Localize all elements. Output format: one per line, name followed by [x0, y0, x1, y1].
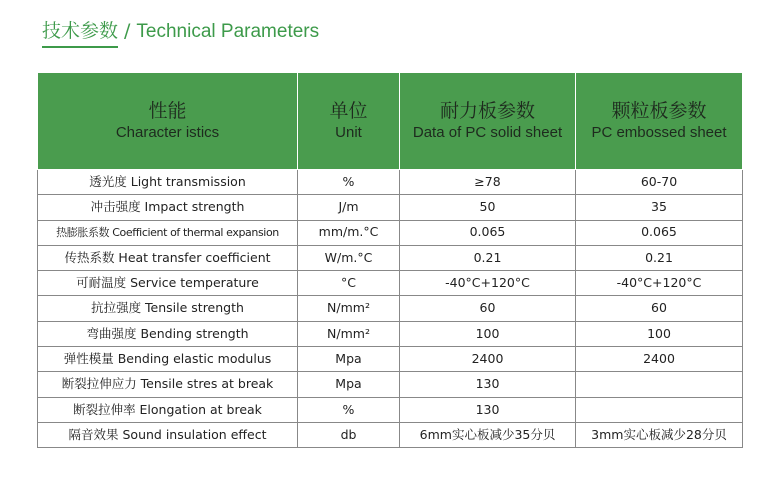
cell-property: 抗拉强度 Tensile strength	[38, 296, 298, 321]
cell-solid: -40°C+120°C	[400, 271, 576, 296]
cell-embossed: 100	[576, 321, 743, 346]
header-en: PC embossed sheet	[591, 123, 727, 141]
header-embossed-sheet	[576, 73, 743, 170]
table-row	[38, 245, 743, 270]
table-row	[38, 347, 743, 372]
cell-embossed	[576, 397, 743, 422]
header-en: Data of PC solid sheet	[412, 123, 563, 141]
cell-property: 透光度 Light transmission	[38, 170, 298, 195]
cell-embossed: 60-70	[576, 170, 743, 195]
table-row	[38, 296, 743, 321]
cell-unit: N/mm²	[298, 321, 400, 346]
cell-unit: N/mm²	[298, 296, 400, 321]
cell-solid: 2400	[400, 347, 576, 372]
cell-property: 冲击强度 Impact strength	[38, 195, 298, 220]
cell-solid: 0.065	[400, 220, 576, 245]
cell-unit: W/m.°C	[298, 245, 400, 270]
table-row	[38, 321, 743, 346]
heading-separator: /	[124, 20, 131, 42]
cell-property: 断裂拉伸应力 Tensile stres at break	[38, 372, 298, 397]
cell-solid: 60	[400, 296, 576, 321]
header-en: Character istics	[115, 123, 220, 141]
cell-unit: db	[298, 422, 400, 447]
header-cn: 颗粒板参数	[611, 99, 707, 122]
table-row	[38, 397, 743, 422]
cell-embossed: -40°C+120°C	[576, 271, 743, 296]
cell-solid: 130	[400, 372, 576, 397]
header-row	[38, 73, 743, 170]
cell-property: 弹性模量 Bending elastic modulus	[38, 347, 298, 372]
cell-embossed: 2400	[576, 347, 743, 372]
cell-solid: 130	[400, 397, 576, 422]
cell-unit: %	[298, 397, 400, 422]
cell-solid: 50	[400, 195, 576, 220]
heading-english: Technical Parameters	[136, 21, 320, 42]
cell-embossed: 0.21	[576, 245, 743, 270]
cell-embossed: 60	[576, 296, 743, 321]
heading-chinese: 技术参数	[42, 16, 118, 48]
cell-embossed	[576, 372, 743, 397]
header-cn: 单位	[329, 99, 368, 122]
technical-parameters-table	[37, 72, 743, 448]
table-row	[38, 372, 743, 397]
cell-property: 弯曲强度 Bending strength	[38, 321, 298, 346]
header-characteristics	[38, 73, 298, 170]
cell-embossed: 35	[576, 195, 743, 220]
cell-unit: mm/m.°C	[298, 220, 400, 245]
cell-embossed: 3mm实心板减少28分贝	[576, 422, 743, 447]
header-en: Unit	[335, 123, 362, 141]
header-unit	[298, 73, 400, 170]
cell-embossed: 0.065	[576, 220, 743, 245]
table-row	[38, 220, 743, 245]
cell-property: 可耐温度 Service temperature	[38, 271, 298, 296]
cell-unit: Mpa	[298, 372, 400, 397]
cell-unit: Mpa	[298, 347, 400, 372]
header-cn: 性能	[148, 99, 187, 122]
header-solid-sheet	[400, 73, 576, 170]
table-row	[38, 170, 743, 195]
header-cn: 耐力板参数	[439, 99, 535, 122]
cell-property: 隔音效果 Sound insulation effect	[38, 422, 298, 447]
table-row	[38, 195, 743, 220]
cell-property: 传热系数 Heat transfer coefficient	[38, 245, 298, 270]
cell-unit: °C	[298, 271, 400, 296]
section-heading	[42, 16, 319, 48]
cell-property: 热膨胀系数 Coefficient of thermal expansion	[38, 220, 298, 245]
cell-solid: 6mm实心板减少35分贝	[400, 422, 576, 447]
cell-solid: 0.21	[400, 245, 576, 270]
cell-solid: ≥78	[400, 170, 576, 195]
table-row	[38, 422, 743, 447]
table-row	[38, 271, 743, 296]
cell-property: 断裂拉伸率 Elongation at break	[38, 397, 298, 422]
cell-unit: %	[298, 170, 400, 195]
cell-unit: J/m	[298, 195, 400, 220]
cell-solid: 100	[400, 321, 576, 346]
